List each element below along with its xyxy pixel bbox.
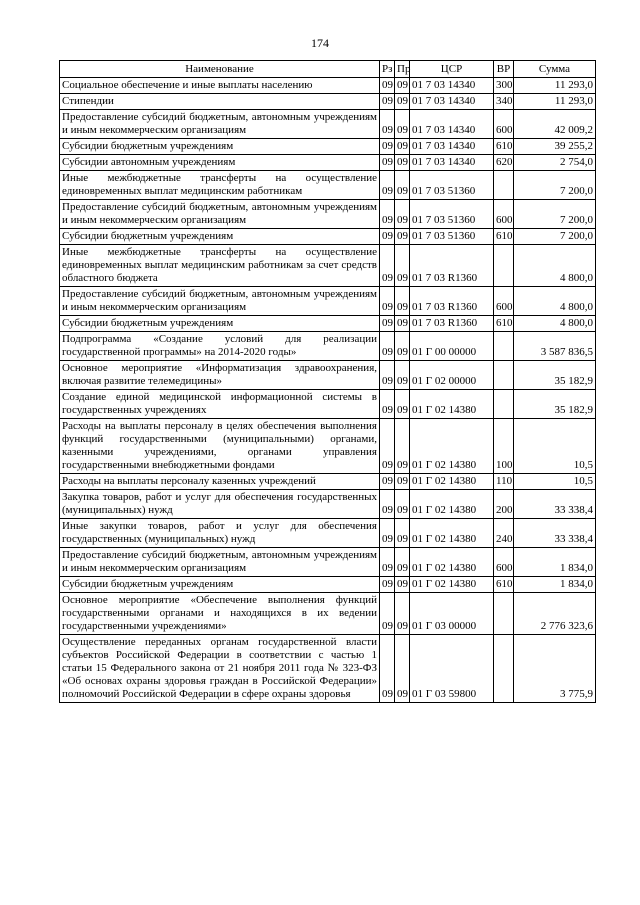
header-csr: ЦСР bbox=[410, 61, 494, 78]
row-sum: 4 800,0 bbox=[514, 316, 596, 332]
row-rz: 09 bbox=[380, 332, 395, 361]
row-pr: 09 bbox=[395, 332, 410, 361]
row-csr: 01 7 03 14340 bbox=[410, 155, 494, 171]
row-pr: 09 bbox=[395, 390, 410, 419]
table-row bbox=[60, 519, 596, 548]
row-pr: 09 bbox=[395, 78, 410, 94]
row-csr: 01 Г 02 14380 bbox=[410, 577, 494, 593]
table-row bbox=[60, 474, 596, 490]
row-sum: 1 834,0 bbox=[514, 577, 596, 593]
row-vr: 300 bbox=[494, 78, 514, 94]
row-pr: 09 bbox=[395, 171, 410, 200]
row-sum: 1 834,0 bbox=[514, 548, 596, 577]
row-name: Иные межбюджетные трансферты на осуществление единовременных выплат медицинским работникам за счет средств областного бюджета bbox=[60, 245, 380, 287]
row-csr: 01 7 03 14340 bbox=[410, 78, 494, 94]
row-name: Предоставление субсидий бюджетным, автономным учреждениям и иным некоммерческим организациям bbox=[60, 287, 380, 316]
row-name: Субсидии бюджетным учреждениям bbox=[60, 229, 380, 245]
row-vr: 600 bbox=[494, 110, 514, 139]
row-csr: 01 Г 02 00000 bbox=[410, 361, 494, 390]
row-rz: 09 bbox=[380, 593, 395, 635]
row-sum: 2 754,0 bbox=[514, 155, 596, 171]
row-name: Создание единой медицинской информационной системы в государственных учреждениях bbox=[60, 390, 380, 419]
row-rz: 09 bbox=[380, 287, 395, 316]
row-vr: 600 bbox=[494, 287, 514, 316]
row-sum: 33 338,4 bbox=[514, 519, 596, 548]
row-csr: 01 Г 03 00000 bbox=[410, 593, 494, 635]
row-csr: 01 Г 03 59800 bbox=[410, 635, 494, 703]
header-row bbox=[60, 61, 596, 78]
row-rz: 09 bbox=[380, 316, 395, 332]
row-rz: 09 bbox=[380, 548, 395, 577]
header-name: Наименование bbox=[60, 61, 380, 78]
row-vr bbox=[494, 361, 514, 390]
row-name: Предоставление субсидий бюджетным, автономным учреждениям и иным некоммерческим организациям bbox=[60, 548, 380, 577]
row-vr: 620 bbox=[494, 155, 514, 171]
row-pr: 09 bbox=[395, 593, 410, 635]
row-sum: 7 200,0 bbox=[514, 229, 596, 245]
row-pr: 09 bbox=[395, 200, 410, 229]
table-row bbox=[60, 200, 596, 229]
row-sum: 42 009,2 bbox=[514, 110, 596, 139]
row-csr: 01 7 03 14340 bbox=[410, 94, 494, 110]
row-rz: 09 bbox=[380, 490, 395, 519]
row-name: Закупка товаров, работ и услуг для обеспечения государственных (муниципальных) нужд bbox=[60, 490, 380, 519]
row-sum: 39 255,2 bbox=[514, 139, 596, 155]
row-vr: 240 bbox=[494, 519, 514, 548]
table-row bbox=[60, 548, 596, 577]
table-row bbox=[60, 390, 596, 419]
row-vr: 200 bbox=[494, 490, 514, 519]
row-pr: 09 bbox=[395, 490, 410, 519]
table-row bbox=[60, 419, 596, 474]
table-row bbox=[60, 490, 596, 519]
table-row bbox=[60, 110, 596, 139]
row-name: Социальное обеспечение и иные выплаты населению bbox=[60, 78, 380, 94]
budget-table bbox=[59, 60, 596, 703]
header-rz: Рз bbox=[380, 61, 395, 78]
row-csr: 01 Г 02 14380 bbox=[410, 548, 494, 577]
table-row bbox=[60, 332, 596, 361]
table-row bbox=[60, 577, 596, 593]
row-name: Стипендии bbox=[60, 94, 380, 110]
row-pr: 09 bbox=[395, 229, 410, 245]
row-pr: 09 bbox=[395, 94, 410, 110]
row-vr bbox=[494, 593, 514, 635]
row-rz: 09 bbox=[380, 474, 395, 490]
row-vr bbox=[494, 245, 514, 287]
row-pr: 09 bbox=[395, 519, 410, 548]
row-sum: 33 338,4 bbox=[514, 490, 596, 519]
row-name: Осуществление переданных органам государственной власти субъектов Российской Федерации в соответствии с частью 1 статьи 15 Федерального закона от 21 ноября 2011 года № 323-ФЗ «Об основах охраны здоровья граждан в Российской Федерации» полномочий Российской Федерации в сфере охраны здоровья bbox=[60, 635, 380, 703]
row-rz: 09 bbox=[380, 229, 395, 245]
row-vr: 610 bbox=[494, 577, 514, 593]
row-pr: 09 bbox=[395, 548, 410, 577]
row-name: Расходы на выплаты персоналу в целях обеспечения выполнения функций государственными (муниципальными) органами, казенными учреждениями, органами управления государственными внебюджетными фондами bbox=[60, 419, 380, 474]
table-row bbox=[60, 94, 596, 110]
row-vr: 110 bbox=[494, 474, 514, 490]
row-csr: 01 Г 02 14380 bbox=[410, 474, 494, 490]
row-rz: 09 bbox=[380, 78, 395, 94]
row-rz: 09 bbox=[380, 390, 395, 419]
row-csr: 01 7 03 14340 bbox=[410, 110, 494, 139]
row-sum: 7 200,0 bbox=[514, 200, 596, 229]
row-rz: 09 bbox=[380, 361, 395, 390]
row-vr: 100 bbox=[494, 419, 514, 474]
row-vr: 610 bbox=[494, 229, 514, 245]
row-vr bbox=[494, 171, 514, 200]
row-sum: 4 800,0 bbox=[514, 245, 596, 287]
row-csr: 01 7 03 R1360 bbox=[410, 245, 494, 287]
table-row bbox=[60, 171, 596, 200]
row-sum: 7 200,0 bbox=[514, 171, 596, 200]
header-pr: Пр bbox=[395, 61, 410, 78]
row-csr: 01 7 03 51360 bbox=[410, 171, 494, 200]
row-pr: 09 bbox=[395, 577, 410, 593]
row-sum: 10,5 bbox=[514, 419, 596, 474]
table-row bbox=[60, 316, 596, 332]
row-csr: 01 Г 02 14380 bbox=[410, 490, 494, 519]
row-name: Основное мероприятие «Обеспечение выполнения функций государственными органами и находящихся в их ведении государственными учреждениями» bbox=[60, 593, 380, 635]
row-name: Иные межбюджетные трансферты на осуществление единовременных выплат медицинским работникам bbox=[60, 171, 380, 200]
row-csr: 01 7 03 R1360 bbox=[410, 287, 494, 316]
row-rz: 09 bbox=[380, 94, 395, 110]
row-pr: 09 bbox=[395, 139, 410, 155]
row-vr: 600 bbox=[494, 200, 514, 229]
row-vr: 600 bbox=[494, 548, 514, 577]
row-rz: 09 bbox=[380, 171, 395, 200]
table-row bbox=[60, 287, 596, 316]
row-rz: 09 bbox=[380, 635, 395, 703]
table-row bbox=[60, 78, 596, 94]
row-csr: 01 7 03 R1360 bbox=[410, 316, 494, 332]
row-name: Субсидии бюджетным учреждениям bbox=[60, 139, 380, 155]
table-header bbox=[60, 61, 596, 78]
row-csr: 01 Г 02 14380 bbox=[410, 519, 494, 548]
row-sum: 2 776 323,6 bbox=[514, 593, 596, 635]
row-sum: 11 293,0 bbox=[514, 78, 596, 94]
row-name: Подпрограмма «Создание условий для реализации государственной программы» на 2014-2020 годы» bbox=[60, 332, 380, 361]
row-sum: 3 587 836,5 bbox=[514, 332, 596, 361]
row-pr: 09 bbox=[395, 419, 410, 474]
page-number: 174 bbox=[311, 36, 329, 50]
row-rz: 09 bbox=[380, 110, 395, 139]
row-name: Предоставление субсидий бюджетным, автономным учреждениям и иным некоммерческим организациям bbox=[60, 200, 380, 229]
row-name: Предоставление субсидий бюджетным, автономным учреждениям и иным некоммерческим организациям bbox=[60, 110, 380, 139]
row-rz: 09 bbox=[380, 519, 395, 548]
header-vr: ВР bbox=[494, 61, 514, 78]
row-sum: 35 182,9 bbox=[514, 390, 596, 419]
row-vr bbox=[494, 635, 514, 703]
row-vr: 340 bbox=[494, 94, 514, 110]
table-row bbox=[60, 155, 596, 171]
row-csr: 01 Г 02 14380 bbox=[410, 390, 494, 419]
row-pr: 09 bbox=[395, 245, 410, 287]
row-rz: 09 bbox=[380, 577, 395, 593]
row-sum: 35 182,9 bbox=[514, 361, 596, 390]
row-rz: 09 bbox=[380, 155, 395, 171]
row-rz: 09 bbox=[380, 139, 395, 155]
row-name: Субсидии автономным учреждениям bbox=[60, 155, 380, 171]
row-sum: 3 775,9 bbox=[514, 635, 596, 703]
row-csr: 01 7 03 51360 bbox=[410, 200, 494, 229]
row-csr: 01 7 03 14340 bbox=[410, 139, 494, 155]
row-pr: 09 bbox=[395, 361, 410, 390]
row-vr bbox=[494, 390, 514, 419]
row-name: Иные закупки товаров, работ и услуг для обеспечения государственных (муниципальных) нужд bbox=[60, 519, 380, 548]
row-csr: 01 Г 00 00000 bbox=[410, 332, 494, 361]
header-sum: Сумма bbox=[514, 61, 596, 78]
table-row bbox=[60, 229, 596, 245]
row-rz: 09 bbox=[380, 245, 395, 287]
table-row bbox=[60, 361, 596, 390]
row-sum: 10,5 bbox=[514, 474, 596, 490]
row-csr: 01 7 03 51360 bbox=[410, 229, 494, 245]
table-row bbox=[60, 139, 596, 155]
row-pr: 09 bbox=[395, 474, 410, 490]
row-pr: 09 bbox=[395, 316, 410, 332]
row-name: Субсидии бюджетным учреждениям bbox=[60, 577, 380, 593]
row-pr: 09 bbox=[395, 155, 410, 171]
table-row bbox=[60, 635, 596, 703]
row-sum: 4 800,0 bbox=[514, 287, 596, 316]
row-name: Основное мероприятие «Информатизация здравоохранения, включая развитие телемедицины» bbox=[60, 361, 380, 390]
row-pr: 09 bbox=[395, 635, 410, 703]
row-csr: 01 Г 02 14380 bbox=[410, 419, 494, 474]
row-name: Субсидии бюджетным учреждениям bbox=[60, 316, 380, 332]
row-sum: 11 293,0 bbox=[514, 94, 596, 110]
row-pr: 09 bbox=[395, 287, 410, 316]
row-rz: 09 bbox=[380, 200, 395, 229]
table-body bbox=[60, 78, 596, 703]
table-row bbox=[60, 245, 596, 287]
row-vr bbox=[494, 332, 514, 361]
table-row bbox=[60, 593, 596, 635]
row-vr: 610 bbox=[494, 139, 514, 155]
row-rz: 09 bbox=[380, 419, 395, 474]
row-vr: 610 bbox=[494, 316, 514, 332]
row-name: Расходы на выплаты персоналу казенных учреждений bbox=[60, 474, 380, 490]
row-pr: 09 bbox=[395, 110, 410, 139]
